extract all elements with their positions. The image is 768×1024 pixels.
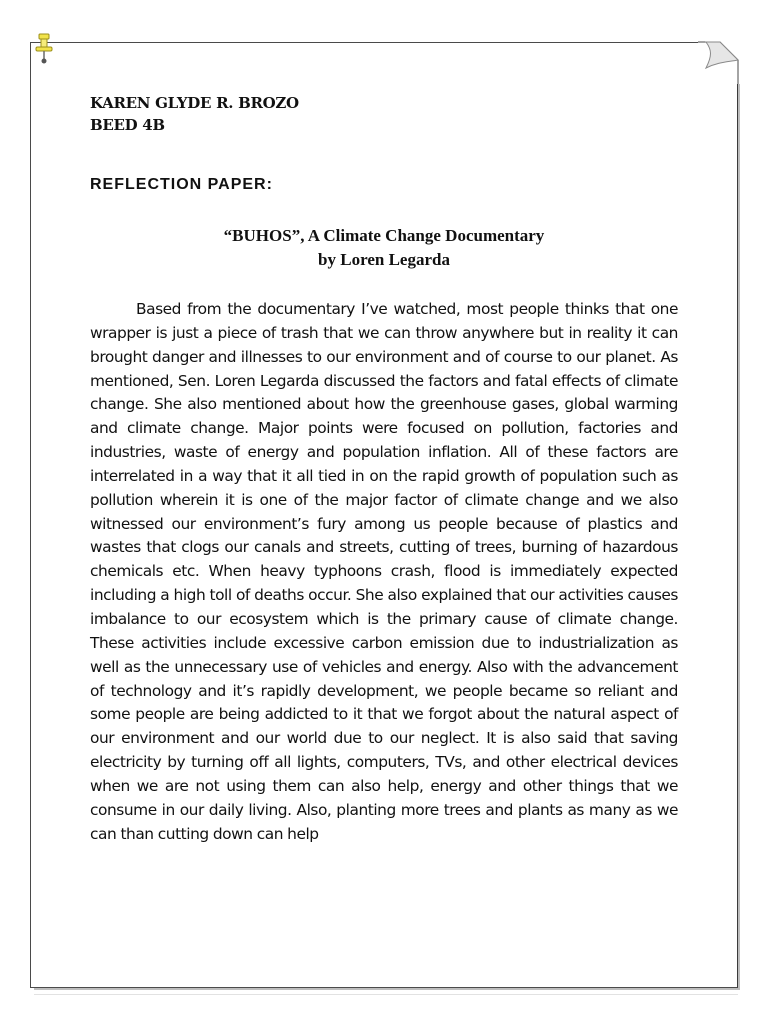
course-label: BEED 4B	[90, 116, 165, 134]
section-heading: REFLECTION PAPER:	[90, 176, 273, 193]
title-line-1: “BUHOS”, A Climate Change Documentary	[223, 226, 545, 245]
page-shadow-right	[738, 62, 740, 990]
title-line-2: by Loren Legarda	[318, 250, 450, 269]
document-title	[90, 224, 678, 272]
page-underline	[34, 994, 738, 995]
page-shadow-bottom	[34, 988, 740, 990]
page-curl-icon	[698, 40, 742, 84]
pushpin-icon	[32, 30, 56, 66]
body-paragraph: Based from the documentary I’ve watched, most people thinks that one wrapper is just a piece of trash that we can throw anywhere but in reality it can brought danger and illnesses to our environment and of course to our planet. As mentioned, Sen. Loren Legarda discussed the factors and fatal effects of climate change. She also mentioned about how the greenhouse gases, global warming and climate change. Major points were focused on pollution, factories and industries, waste of energy and population inflation. All of these factors are interrelated in a way that it all tied in on the rapid growth of population such as pollution wherein it is one of the major factor of climate change and we also witnessed our environment’s fury among us people because of plastics and wastes that clogs our canals and streets, cutting of trees, burning of hazardous chemicals etc. When heavy typhoons crash, flood is immediately expected including a high toll of deaths occur. She also explained that our activities causes imbalance to our ecosystem which is the primary cause of climate change. These activities include excessive carbon emission due to industrialization as well as the unnecessary use of vehicles and energy. Also with the advancement of technology and it’s rapidly development, we people became so reliant and some people are being addicted to it that we forgot about the natural aspect of our environment and our world due to our neglect. It is also said that saving electricity by turning off all lights, computers, TVs, and other electrical devices when we are not using them can also help, energy and other things that we consume in our daily living. Also, planting more trees and plants as many as we can than cutting down can help	[90, 300, 678, 843]
author-name: KAREN GLYDE R. BROZO	[90, 94, 299, 112]
document-content	[90, 92, 678, 846]
